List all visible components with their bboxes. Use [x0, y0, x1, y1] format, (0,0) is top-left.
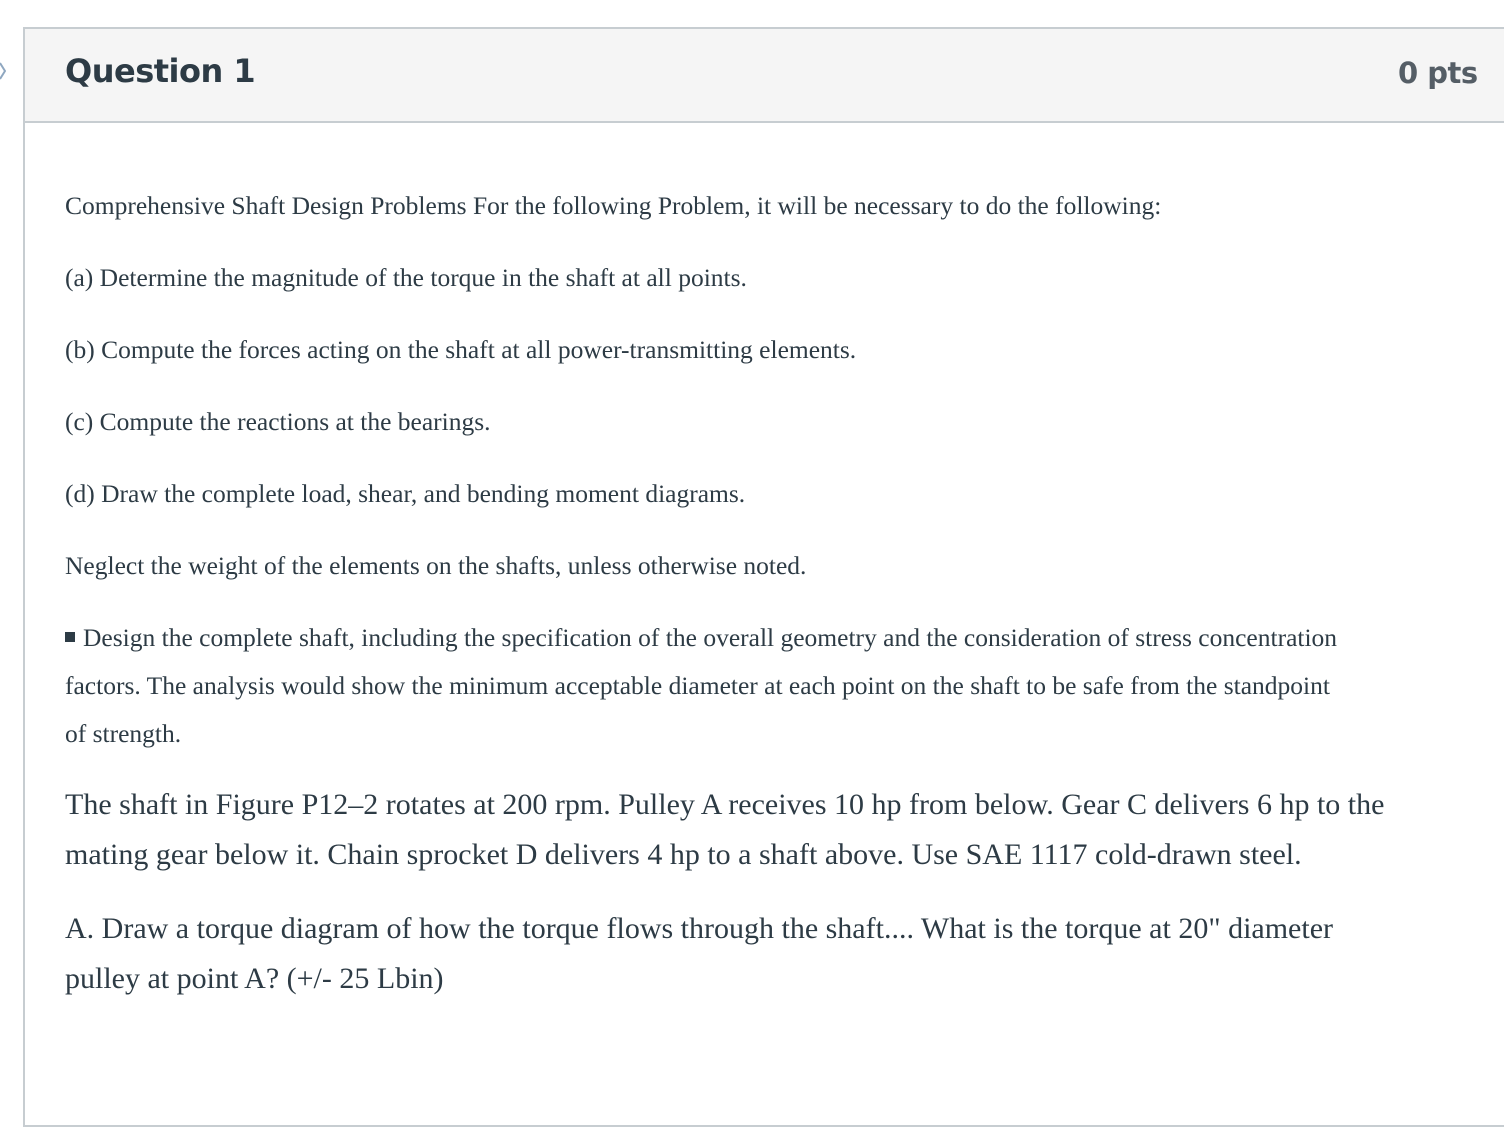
design-instruction-line: [65, 614, 1337, 662]
design-instruction-line: of strength.: [65, 719, 182, 748]
question-card: [23, 27, 1504, 1127]
design-instruction-line: factors. The analysis would show the minimum acceptable diameter at each point on the shaft to be safe from the standpoint: [65, 671, 1330, 700]
task-item-d: (d) Draw the complete load, shear, and bending moment diagrams.: [65, 479, 746, 508]
task-item-c: (c) Compute the reactions at the bearings.: [65, 407, 491, 436]
design-instruction-text: Design the complete shaft, including the specification of the overall geometry and the consideration of stress concentration: [83, 623, 1338, 652]
square-bullet-icon: [65, 632, 75, 642]
flag-marker-icon[interactable]: [0, 62, 6, 80]
question-prompt-line: A. Draw a torque diagram of how the torque flows through the shaft.... What is the torque at 20" diameter: [65, 912, 1334, 945]
task-item-b: (b) Compute the forces acting on the shaft at all power-transmitting elements.: [65, 335, 857, 364]
task-item-a: (a) Determine the magnitude of the torque in the shaft at all points.: [65, 263, 747, 292]
problem-statement-line: The shaft in Figure P12–2 rotates at 200 rpm. Pulley A receives 10 hp from below. Gear C delivers 6 hp to the: [65, 788, 1385, 821]
intro-text: Comprehensive Shaft Design Problems For the following Problem, it will be necessary to do the following:: [65, 191, 1162, 220]
question-header: [25, 29, 1504, 123]
problem-statement-line: mating gear below it. Chain sprocket D delivers 4 hp to a shaft above. Use SAE 1117 cold-drawn steel.: [65, 838, 1302, 871]
question-title: Question 1: [65, 52, 256, 90]
neglect-note: Neglect the weight of the elements on the shafts, unless otherwise noted.: [65, 551, 807, 580]
question-points: 0 pts: [1398, 56, 1478, 90]
question-prompt-line: pulley at point A? (+/- 25 Lbin): [65, 962, 444, 995]
